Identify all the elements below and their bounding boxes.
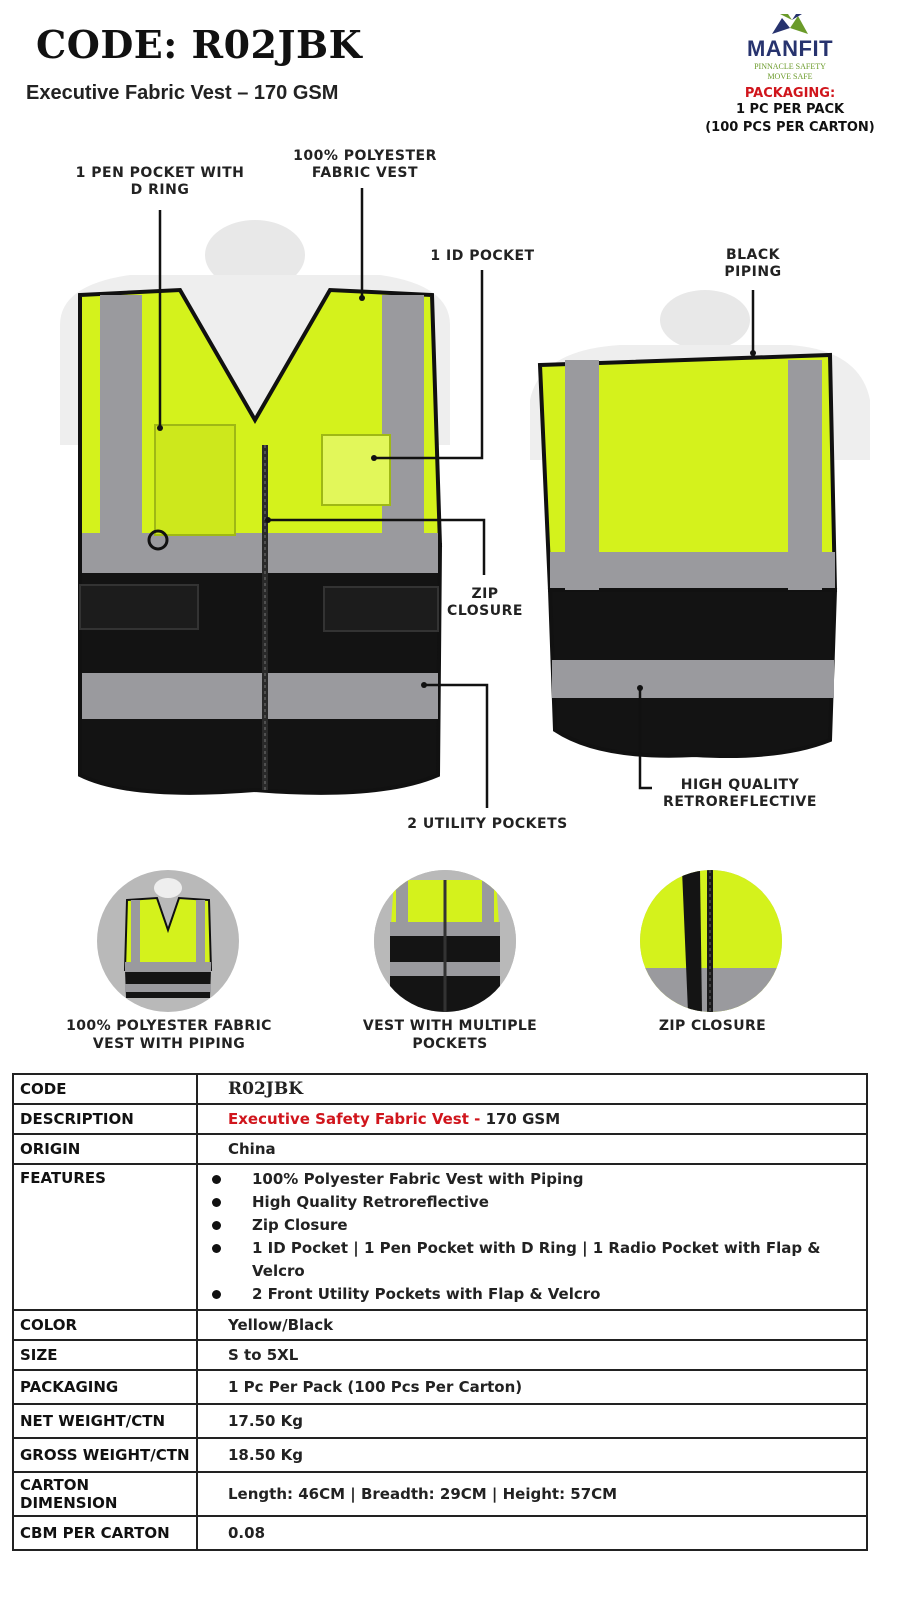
thumbnail-label-2: VEST WITH MULTIPLE POCKETS [362, 1018, 538, 1052]
spec-key-net-weight: NET WEIGHT/CTN [13, 1404, 197, 1438]
callout-id-pocket: 1 ID POCKET [430, 248, 535, 264]
table-row [13, 1074, 867, 1104]
spec-value-description: Executive Safety Fabric Vest - 170 GSM [197, 1104, 867, 1134]
table-row [13, 1310, 867, 1340]
table-row [13, 1164, 867, 1310]
spec-table [12, 1073, 868, 1551]
spec-key-origin: ORIGIN [13, 1134, 197, 1164]
packaging-line-1: 1 PC PER PACK [735, 102, 845, 117]
spec-value-code: R02JBK [197, 1074, 867, 1104]
thumbnail-label-3: ZIP CLOSURE [658, 1018, 767, 1034]
list-item: 1 ID Pocket | 1 Pen Pocket with D Ring | 1 Radio Pocket with Flap & Velcro [228, 1237, 860, 1283]
table-row [13, 1370, 867, 1404]
list-item: 2 Front Utility Pockets with Flap & Velcro [228, 1283, 860, 1306]
spec-value-net-weight: 17.50 Kg [197, 1404, 867, 1438]
spec-value-gross-weight: 18.50 Kg [197, 1438, 867, 1472]
spec-key-color: COLOR [13, 1310, 197, 1340]
brand-tagline-1: PINNACLE SAFETY [754, 62, 826, 71]
spec-key-gross-weight: GROSS WEIGHT/CTN [13, 1438, 197, 1472]
spec-key-description: DESCRIPTION [13, 1104, 197, 1134]
callout-piping: BLACK PIPING [724, 247, 782, 280]
table-row [13, 1404, 867, 1438]
spec-key-size: SIZE [13, 1340, 197, 1370]
brand-tagline-2: MOVE SAFE [767, 72, 813, 81]
spec-value-size: S to 5XL [197, 1340, 867, 1370]
list-item: 100% Polyester Fabric Vest with Piping [228, 1168, 860, 1191]
thumbnail-zip [640, 870, 782, 1012]
product-subtitle: Executive Fabric Vest – 170 GSM [26, 82, 339, 104]
spec-key-code: CODE [13, 1074, 197, 1104]
spec-key-features: FEATURES [13, 1164, 197, 1310]
table-row [13, 1472, 867, 1516]
table-row [13, 1134, 867, 1164]
table-row [13, 1438, 867, 1472]
thumbnail-pockets [374, 870, 516, 1012]
spec-key-cbm: CBM PER CARTON [13, 1516, 197, 1550]
spec-value-carton-dimension: Length: 46CM | Breadth: 29CM | Height: 57CM [197, 1472, 867, 1516]
spec-key-carton-dimension: CARTON DIMENSION [13, 1472, 197, 1516]
callout-pen-pocket: 1 PEN POCKET WITH D RING [75, 165, 245, 198]
callout-fabric: 100% POLYESTER FABRIC VEST [293, 148, 437, 181]
table-row [13, 1104, 867, 1134]
brand-name: MANFIT [746, 36, 834, 61]
vest-pockets-thumb-icon [374, 870, 516, 1012]
vest-thumb-icon [97, 870, 239, 1012]
spec-value-origin: China [197, 1134, 867, 1164]
zip-thumb-icon [640, 870, 782, 1012]
product-code-title: CODE: R02JBK [36, 22, 363, 67]
packaging-heading: PACKAGING: [744, 86, 836, 101]
packaging-line-2: (100 PCS PER CARTON) [705, 120, 875, 135]
table-row [13, 1340, 867, 1370]
table-row [13, 1516, 867, 1550]
spec-value-features [197, 1164, 867, 1310]
callout-zip: ZIP CLOSURE [447, 586, 523, 619]
spec-value-cbm: 0.08 [197, 1516, 867, 1550]
thumbnail-label-1: 100% POLYESTER FABRIC VEST WITH PIPING [66, 1018, 272, 1052]
callout-utility-pockets: 2 UTILITY POCKETS [407, 816, 568, 832]
spec-value-color: Yellow/Black [197, 1310, 867, 1340]
list-item: Zip Closure [228, 1214, 860, 1237]
thumbnail-full-vest [97, 870, 239, 1012]
spec-key-packaging: PACKAGING [13, 1370, 197, 1404]
spec-value-packaging: 1 Pc Per Pack (100 Pcs Per Carton) [197, 1370, 867, 1404]
list-item: High Quality Retroreflective [228, 1191, 860, 1214]
callout-retroreflective: HIGH QUALITY RETROREFLECTIVE [663, 777, 817, 810]
